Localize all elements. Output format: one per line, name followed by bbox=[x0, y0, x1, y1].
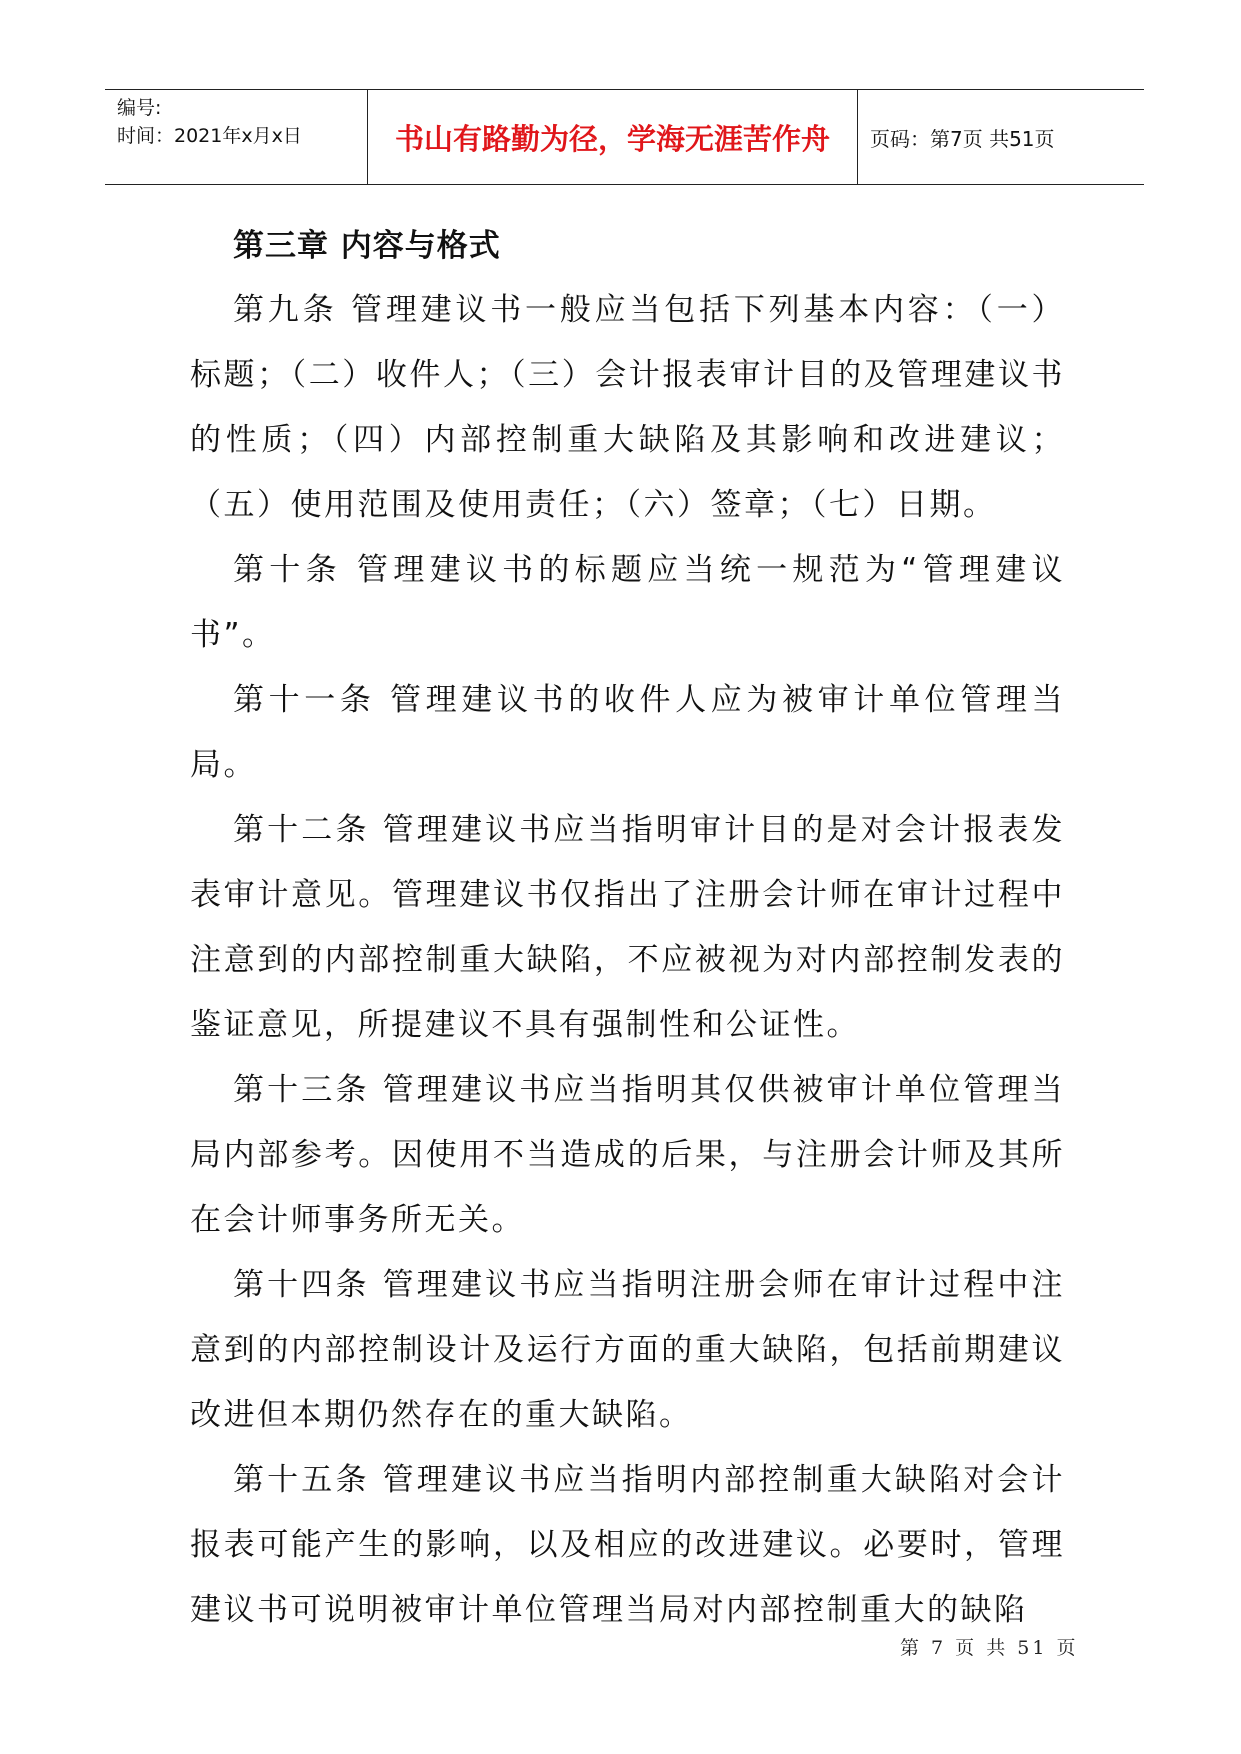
article-15: 第十五条 管理建议书应当指明内部控制重大缺陷对会计报表可能产生的影响，以及相应的改进建议。必要时，管理建议书可说明被审计单位管理当局对内部控制重大的缺陷 bbox=[190, 1462, 1065, 1628]
article-14: 第十四条 管理建议书应当指明注册会师在审计过程中注意到的内部控制设计及运行方面的重大缺陷，包括前期建议改进但本期仍然存在的重大缺陷。 bbox=[190, 1267, 1065, 1433]
header-page-info: 页码：第7页 共51页 bbox=[870, 126, 1055, 151]
document-number-label: 编号: bbox=[117, 97, 162, 119]
article-10: 第十条 管理建议书的标题应当统一规范为“管理建议书”。 bbox=[190, 552, 1065, 653]
article-12: 第十二条 管理建议书应当指明审计目的是对会计报表发表审计意见。管理建议书仅指出了注册会计师在审计过程中注意到的内部控制重大缺陷，不应被视为对内部控制发表的鉴证意见，所提建议不具有强制性和公证性。 bbox=[190, 812, 1065, 1043]
header-motto: 书山有路勤为径，学海无涯苦作舟 bbox=[368, 90, 858, 184]
document-time-label: 时间：2021年x月x日 bbox=[117, 125, 302, 147]
chapter-title: 第三章 内容与格式 bbox=[233, 228, 501, 264]
page-footer: 第 7 页 共 51 页 bbox=[900, 1637, 1079, 1659]
article-9: 第九条 管理建议书一般应当包括下列基本内容：（一）标题；（二）收件人；（三）会计报表审计目的及管理建议书的性质；（四）内部控制重大缺陷及其影响和改进建议；（五）使用范围及使用责任；（六）签章；（七）日期。 bbox=[190, 292, 1065, 523]
article-13: 第十三条 管理建议书应当指明其仅供被审计单位管理当局内部参考。因使用不当造成的后果，与注册会计师及其所在会计师事务所无关。 bbox=[190, 1072, 1065, 1238]
page-header bbox=[105, 89, 1144, 185]
article-11: 第十一条 管理建议书的收件人应为被审计单位管理当局。 bbox=[190, 682, 1065, 783]
document-body bbox=[190, 214, 1065, 1643]
header-meta bbox=[105, 90, 368, 184]
